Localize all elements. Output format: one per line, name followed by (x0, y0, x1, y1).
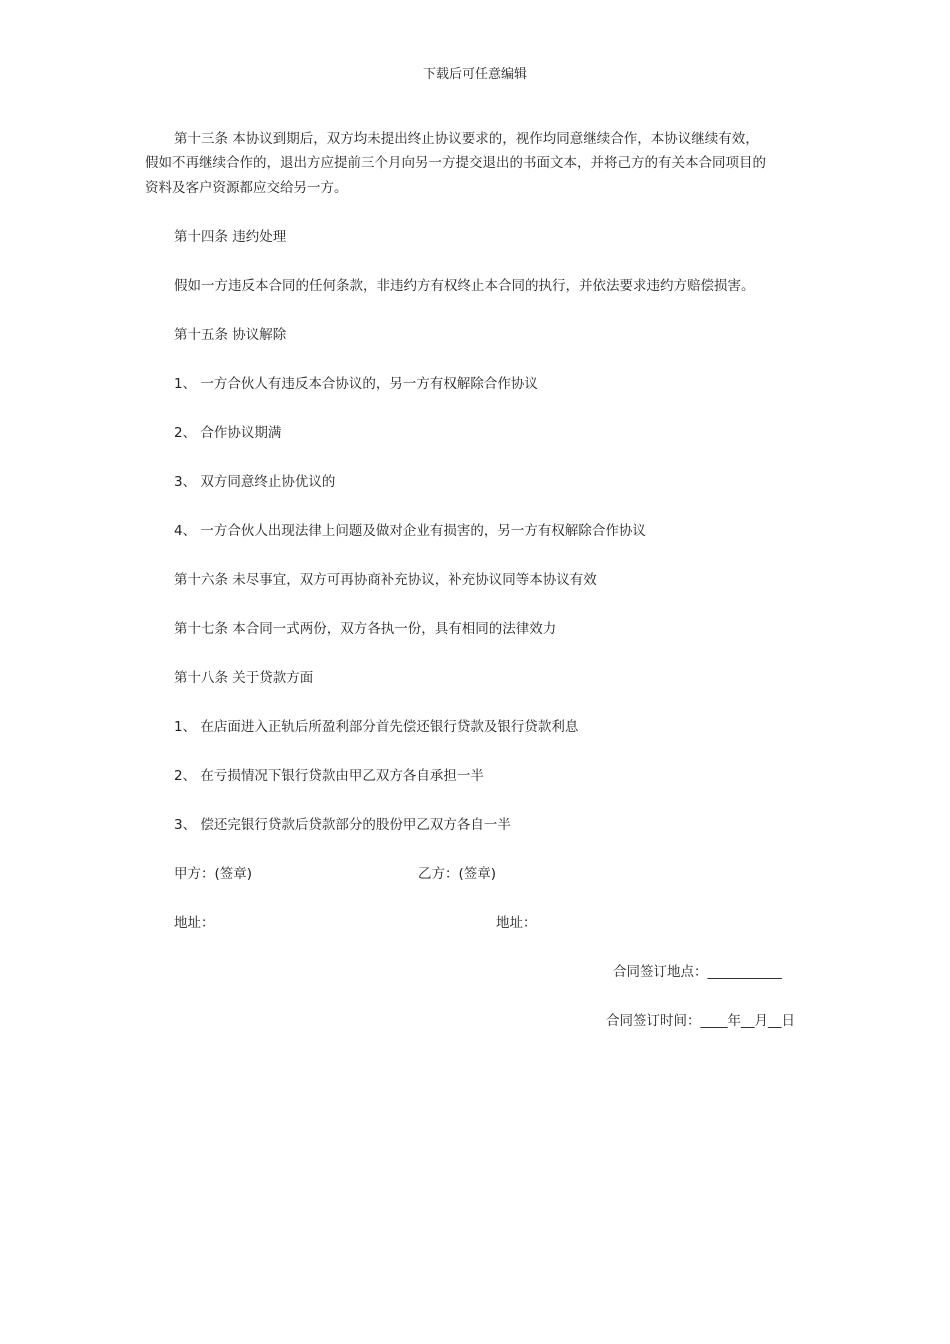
article-15-item: 1、 一方合伙人有违反本合协议的，另一方有权解除合作协议 (174, 376, 538, 392)
party-b-signature: 乙方：(签章) (418, 866, 497, 882)
article-13-line-3: 资料及客户资源都应交给另一方。 (145, 180, 348, 196)
article-17: 第十七条 本合同一式两份，双方各执一份，具有相同的法律效力 (174, 621, 557, 637)
signing-time: 合同签订时间：____年__月__日 (606, 1013, 795, 1029)
article-15-item: 4、 一方合伙人出现法律上问题及做对企业有损害的，另一方有权解除合作协议 (174, 523, 646, 539)
article-13-line-1: 第十三条 本协议到期后，双方均未提出终止协议要求的，视作均同意继续合作，本协议继续有效， (174, 131, 759, 147)
article-15-title: 第十五条 协议解除 (174, 327, 287, 343)
article-18-item: 2、 在亏损情况下银行贷款由甲乙双方各自承担一半 (174, 768, 484, 784)
article-16: 第十六条 未尽事宜，双方可再协商补充协议，补充协议同等本协议有效 (174, 572, 597, 588)
article-14-body: 假如一方违反本合同的任何条款，非违约方有权终止本合同的执行，并依法要求违约方赔偿损害。 (174, 278, 755, 294)
party-a-signature: 甲方：(签章) (174, 866, 253, 882)
article-15-item: 3、 双方同意终止协优议的 (174, 474, 336, 490)
article-13-line-2: 假如不再继续合作的，退出方应提前三个月向另一方提交退出的书面文本，并将己方的有关本合同项目的 (145, 155, 766, 171)
article-14-title: 第十四条 违约处理 (174, 229, 287, 245)
article-18-item: 3、 偿还完银行贷款后贷款部分的股份甲乙双方各自一半 (174, 817, 511, 833)
article-18-item: 1、 在店面进入正轨后所盈利部分首先偿还银行贷款及银行贷款利息 (174, 719, 579, 735)
signing-place: 合同签订地点：___________ (613, 964, 782, 980)
article-18-title: 第十八条 关于贷款方面 (174, 670, 314, 686)
party-a-address: 地址： (174, 915, 215, 931)
article-15-item: 2、 合作协议期满 (174, 425, 282, 441)
party-b-address: 地址： (496, 915, 537, 931)
page-header: 下载后可任意编辑 (422, 67, 527, 82)
